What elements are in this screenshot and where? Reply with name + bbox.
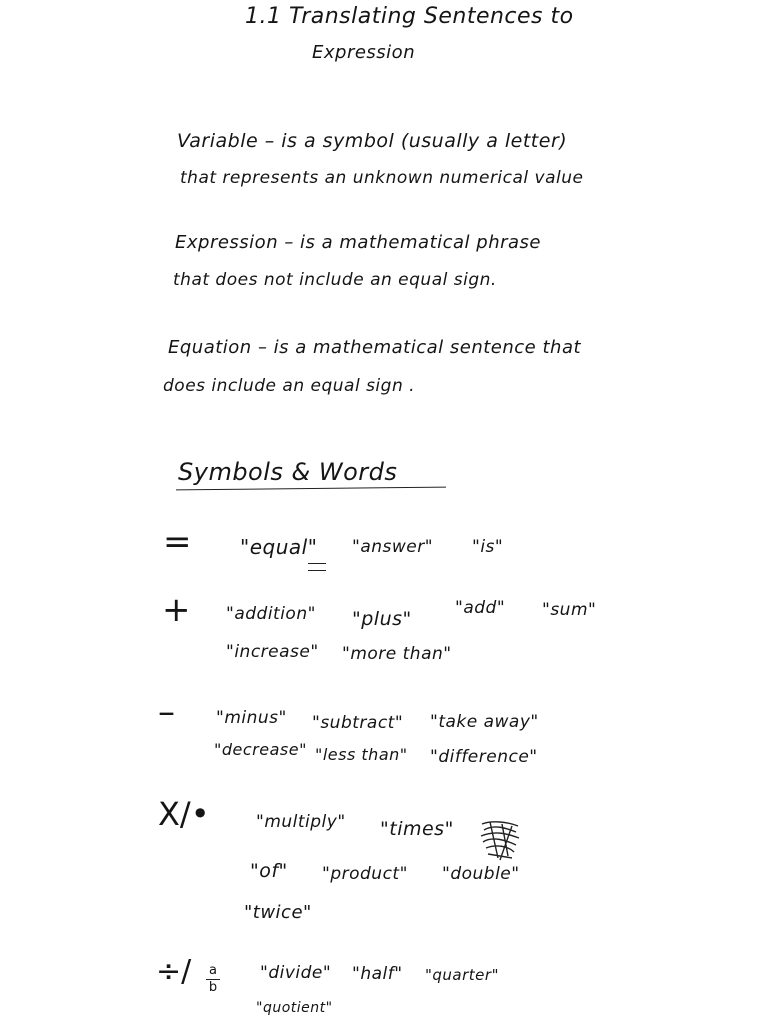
plus-word-3: "add"	[455, 598, 506, 618]
equal-word-3: "is"	[472, 537, 504, 557]
fraction-numerator: a	[209, 963, 217, 978]
equal-word-1: "equal"	[240, 535, 318, 559]
multiply-word-3: "of"	[250, 860, 288, 882]
multiply-word-1: "multiply"	[256, 812, 346, 832]
plus-word-4: "sum"	[542, 600, 597, 620]
expression-definition-line2: that does not include an equal sign.	[173, 270, 497, 290]
minus-word-2: "subtract"	[312, 713, 404, 733]
plus-word-5: "increase"	[226, 642, 319, 662]
plus-word-2: "plus"	[352, 608, 412, 630]
heading-underline	[176, 487, 446, 491]
minus-word-3: "take away"	[430, 712, 539, 732]
equal-underline-mark	[308, 563, 326, 571]
plus-word-6: "more than"	[342, 644, 452, 664]
minus-word-6: "difference"	[430, 747, 538, 767]
multiply-word-5: "double"	[442, 864, 520, 884]
equal-word-2: "answer"	[352, 537, 434, 557]
minus-symbol: –	[158, 692, 175, 732]
divide-symbol: ÷/	[156, 954, 192, 989]
fraction-a-over-b	[204, 963, 222, 996]
minus-word-5: "less than"	[315, 745, 408, 764]
divide-word-1: "divide"	[260, 963, 332, 983]
page-subtitle: Expression	[312, 42, 416, 63]
scribble-mark-icon	[478, 818, 522, 862]
minus-word-4: "decrease"	[214, 740, 307, 759]
minus-word-1: "minus"	[216, 708, 287, 728]
variable-definition-line2: that represents an unknown numerical value	[180, 168, 584, 188]
multiply-symbol: X/•	[158, 795, 210, 833]
fraction-denominator: b	[208, 980, 218, 995]
equal-symbol: =	[163, 522, 192, 562]
page-title: 1.1 Translating Sentences to	[245, 4, 574, 29]
plus-word-1: "addition"	[226, 604, 316, 624]
divide-word-3: "quarter"	[425, 966, 499, 984]
divide-word-2: "half"	[352, 964, 403, 984]
plus-symbol: +	[162, 590, 191, 630]
multiply-word-6: "twice"	[244, 902, 312, 923]
expression-definition-line1: Expression – is a mathematical phrase	[175, 232, 541, 253]
divide-word-4: "quotient"	[256, 1000, 333, 1016]
equation-definition-line2: does include an equal sign .	[163, 376, 416, 396]
variable-definition-line1: Variable – is a symbol (usually a letter)	[177, 130, 568, 152]
multiply-word-4: "product"	[322, 864, 408, 884]
equation-definition-line1: Equation – is a mathematical sentence that	[168, 337, 582, 358]
symbols-words-heading: Symbols & Words	[178, 458, 398, 486]
multiply-word-2: "times"	[380, 818, 454, 840]
